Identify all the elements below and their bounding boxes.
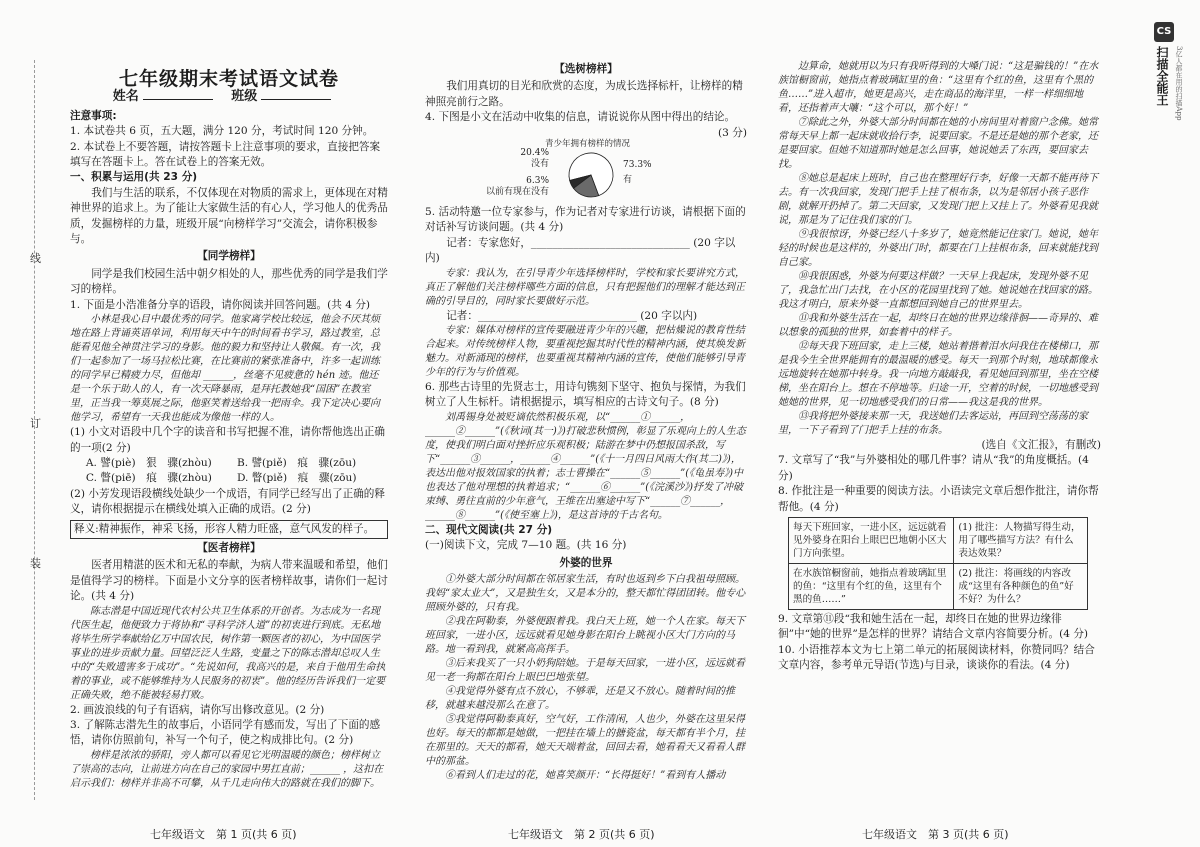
essay-para-9: ⑨我很惊讶，外婆已经八十多岁了，她竟然能记住家门。她说，她年轻的时候也是这样的，外婆出门时，都要在门上挂根布条，回来就能找到自己家。 [778,229,1098,268]
q4-score: (3 分) [718,126,747,139]
note-1: 1. 本试卷共 6 页，五大题，满分 120 分，考试时间 120 分钟。 [70,125,374,138]
question-7: 7. 文章写了“我”与外婆相处的哪几件事？请从“我”的角度概括。(4 分) [778,454,1089,482]
class-label: 班级 [231,89,258,105]
q1-sub-2: (2) 小芳发现语段横线处缺少一个成语，有同学已经写出了正确的释义，请你根据提示在横线处填入正确的成语。(2 分) [70,487,385,516]
q5-reporter-1: 记者：专家您好，______________________________ (20 字以内) [425,236,736,265]
q5-expert-2: 专家：媒体对榜样的宣传要融进青少年的兴趣，把枯燥说的教育性结合起来。对传统榜样人物，要重视挖掘其时代性的精神内涵，使其焕发新魅力。对新涌现的榜样，也要重视其精神内涵的宣传，使他们能够引导青少年的行为与价值观。 [425,325,745,379]
name-label: 姓名 [112,89,139,105]
essay-para-11: ⑪我和外婆生活在一起，却终日在她的世界边缘徘徊——奇异的、难以想象的孤独的世界，如套着中的样子。 [778,313,1098,338]
name-blank[interactable] [143,99,213,100]
section-select: 【选树榜样】 [554,63,618,75]
pie-label-yes: 73.3% 有 [623,159,652,186]
essay-source: (选自《文汇报》，有删改) [981,439,1101,451]
q2-passage: 陈志潜是中国近现代农村公共卫生体系的开创者。为志成为一名现代医生起，他便致力于将协和“寻科学济人道”的初衷进行到底。无私地将毕生所学奉献给亿万中国农民，树作第一颗医者的初心，为中国医学事业的进步贡献力量。回望泛泛人生路，变量之下的陈志潜却总叹人生中的“失败遗害多于成功”。“先说如何，我高兴的是，来自于他用生命执着的事业，或不能够维持为人民服务的初衷”。他的经历告诉我们一定要正确失败，绝不能被轻易打败。 [70,605,386,701]
q1-sub-1: (1) 小文对语段中几个字的读音和书写把握不准，请你帮他选出正确的一项(2 分) [70,426,385,454]
q5-expert-1: 专家：我认为，在引导青少年选择榜样时，学校和家长要讲究方式，真正了解他们关注榜样哪些方面的信息，只有把握他们的理解才能达到正确的引导目的，同时家长要做好示范。 [425,267,745,307]
essay-para-3: ③后来我买了一只小奶狗陪她。于是每天回家，一进小区，远远就看见一老一狗都在阳台上眼巴巴地张望。 [425,658,745,684]
q1-option-d[interactable]: D. 瞥(piě) 痕 骤(zōu) [236,472,357,485]
pie-left-labels [465,148,549,198]
question-9: 9. 文章第⑪段“我和她生活在一起，却终日在她的世界边缘徘徊”中“她的世界”是怎样的世界？请结合文章内容简要分析。(4 分) [778,613,1089,641]
annotation-note-2[interactable]: (2) 批注：将画线的内容改成“这里有各种颜色的鱼”好不好？为什么？ [954,564,1088,610]
section-select-text: 我们用真切的目光和欣赏的态度，为成长选择标杆，让榜样的精神照亮前行之路。 [425,80,743,108]
section-classmate-text: 同学是我们校园生活中朝夕相处的人，那些优秀的同学是我们学习的榜样。 [70,267,388,296]
binding-mark-bind: 装 [30,557,41,570]
q1-definition-box: 释义:精神振作，神采飞扬，形容人精力旺盛，意气风发的样子。 [70,520,388,539]
annotation-source-2: 在水族馆橱窗前，她指点着玻璃缸里的鱼：“这里有个红的鱼，这里有个黑的鱼……” [789,564,954,610]
q6-fill-text: 刘禹锡身处被贬谪依然积极乐观，以“______①______，______②______”(《秋词(其一)》)打破悲秋惯例，彰显了乐观向上的人生态度，使我们明白面对挫折应乐观积极；陆游在梦中仍想报国杀敌，写下“______③______，______④______”(《十一月四日风雨大作(其二)》)，表达出他对报效国家的执着；志士曹操在“______⑤______”(《龟虽寿》)中也表达了他对理想的执着追求；“______⑥______”(《浣溪沙》)抒发了冲破束缚、勇往直前的少年意气，王维在出塞途中写下“______⑦______，______⑧______”(《使至塞上》)，是这首诗的千古名句。 [425,411,746,521]
question-3: 3. 了解陈志潜先生的故事后，小语同学有感而发，写出了下面的感悟，请你仿照前句，补写一个句子，使之构成排比句。(2 分) [70,718,381,747]
annotation-row [789,564,1088,610]
annotation-row [789,518,1088,564]
essay-para-13: ⑬我将把外婆接来那一天，我送她们去客运站，再回到空荡荡的家里，一下子看到了门把手上挂的布条。 [778,411,1088,436]
pie-title: 青少年拥有榜样的情况 [545,139,631,150]
role-model-pie-chart [465,139,747,203]
class-blank[interactable] [261,99,331,100]
scanner-brand-sub: 3亿人都在用的扫描App [1175,46,1183,121]
q1-option-b[interactable]: B. 譬(piě) 痕 骤(zōu) [236,456,357,469]
question-2: 2. 画波浪线的句子有语病，请你写出修改意见。(2 分) [70,703,325,716]
annotation-table [788,517,1088,610]
essay-para-6: ⑥看到人们走过的花，她喜笑颜开：“长得挺好！”看到有人播动 [445,770,726,782]
q5-reporter-2: 记者：______________________________ (20 字以内) [446,309,698,322]
footer-page-3: 七年级语文 第 3 页(共 6 页) [862,828,1009,841]
section-doctor: 【医者榜样】 [197,541,261,554]
part-2-heading: 二、现代文阅读(共 27 分) [425,523,553,536]
page-1 [70,52,388,812]
page-2 [425,60,747,820]
name-class-line [70,89,388,104]
essay-para-10: ⑩我很困惑，外婆为何要这样做？一天早上我起床，发现外婆不见了，我急忙出门去找，在小区的花园里找到了她。她说她在找回家的路。我这才明白，原来外婆一直都想回到她自己的世界里去。 [778,271,1098,310]
reading-1-heading: (一)阅读下文，完成 7—10 题。(共 16 分) [425,539,627,552]
section-classmate: 【同学榜样】 [197,250,261,263]
essay-para-12: ⑫每天我下班回家，走上三楼，她站着揩着泪水问我住在楼梯口，那是我今生全世界能拥有的最温暖的感受。每天一到那个时刻，地球都像永远地旋转在她那中转身。我一向地方敲敲我，看见她回到那里，坐在空楼梯，坐在阳台上。想在不停地等。归途一开，空着的时候，一切地感受到她她的世界，见一切地感受我们的日常——我这是我的世界。 [778,341,1098,408]
question-10: 10. 小语推荐本文为七上第二单元的拓展阅读材料，你赞同吗？结合文章内容，参考单元导语(节选)与目录，谈谈你的看法。(4 分) [778,643,1095,672]
q1-passage: 小林是我心目中最优秀的同学。他家离学校比较远，他会不厌其烦地在路上背诵英语单词，利用每天中午的时间看书学习，路过教室，总能看见他全神贯注学习的身影。他的毅力和坚持让人敬佩。有一次，我们一起参加了一场马拉松比赛，在比赛前的紧张准备中，许多一起训练的同学早已精疲力尽，但他却 ______，丝毫不见疲惫的 hén 迹。他还是一个乐于助人的人，有一次天降暴雨，是拜托教她我“国困”在教室里，正当我一筹莫展之际，他驱笑着送给我一把雨伞。我下定决心要向他学习，希望有一天我也能成为像他一样的人。 [70,314,380,424]
pie-label-before: 6.3% 以前有现在没有 [485,176,549,198]
question-4: 4. 下图是小文在活动中收集的信息，请说说你从图中得出的结论。 [425,111,736,124]
essay-para-7: ⑦除此之外，外婆大部分时间都在她的小房间里对着窗户念佛。她常常每天早上都一起床就收拾行李，说要回家。不是还是她的那个老家，还是要回家。但她不知道那时她是怎么回事，她说她丢了东西，要回家去找。 [778,117,1098,170]
note-2: 2. 本试卷上不要答题，请按答题卡上注意事项的要求，直接把答案填写在答题卡上。答在试卷上的答案无效。 [70,140,381,169]
scanner-brand-name: 扫描全能王 [1155,46,1169,106]
q1-options [70,456,388,487]
q1-option-a[interactable]: A. 譬(piè) 狠 骤(zhòu) [85,456,212,469]
essay-title: 外婆的世界 [559,556,613,569]
essay-para-5: ⑤我觉得阿勒泰真好，空气好，工作清闲，人也少，外婆在这里呆得也好。每天的都都是她做，一把挂在墙上的搪瓷盆，每天都有半个月，挂在那里的。天天的都看，她天天端着盆，回回去看，她看看天又看看人群中的那盆。 [425,714,745,768]
exam-title: 七年级期末考试语文试卷 [118,68,339,90]
intro-paragraph: 我们与生活的联系，不仅体现在对物质的需求上，更体现在对精神世界的追求上。为了能让大家做生活的有心人，学习他人的优秀品质，发掘榜样的力量，班级开展“向榜样学习”交流会，请你积极参与。 [70,186,388,246]
question-8: 8. 作批注是一种重要的阅读方法。小语读完文章后想作批注，请你帮帮他。(4 分) [778,485,1099,513]
annotation-source-1: 每天下班回家，一进小区，远远就看见外婆身在阳台上眼巴巴地朝小区大门方向张望。 [789,518,954,564]
question-6: 6. 那些古诗里的先贤志士，用诗句镌刻下坚守、抱负与探情，为我们树立了人生标杆。请根据提示，填写相应的古诗文句子。(8 分) [425,381,746,409]
q3-passage: 榜样是浓浓的骄阳，旁人都可以看见它光明温暖的颜色；榜样树立了崇高的志向，让前进方向在自己的家园中男扛直前；______ ，这扣在启示我们：榜样并非高不可攀，从千几走向伟大的路就在我们的脚下。 [70,749,384,789]
essay-para-8: ⑧她总是起床上班时，自己也在整理好行李，好像一天都不能再待下去。有一次我回家，发现门把手上挂了根布条，以为是邻居小孩子恶作剧，就解开扔掉了。第二天回家，又发现门把上又挂上了。外婆看见我就说，那是为了记住我们家的门。 [778,173,1098,226]
section-doctor-text: 医者用精湛的医术和无私的奉献，为病人带来温暖和希望，他们是值得学习的榜样。下面是小文分享的医者榜样故事，请你们一起讨论。(共 4 分) [70,559,388,603]
q1-option-c[interactable]: C. 瞥(piē) 痕 骤(zhòu) [85,472,212,485]
annotation-note-1[interactable]: (1) 批注：人物描写得生动，用了哪些描写方法？有什么表达效果？ [954,518,1088,564]
question-5: 5. 活动特邀一位专家参与，作为记者对专家进行访谈，请根据下面的对话补写访谈问题。(共 4 分) [425,206,746,234]
notes-title: 注意事项: [70,109,117,122]
scanner-watermark [1154,22,1183,142]
essay-para-2: ②我在阿勒泰，外婆便跟着我。我白天上班，她一个人在家。每天下班回家，一进小区，远远就看见她身影在阳台上眺视小区大门方向的马路。地一看到我，就紧高高挥手。 [425,616,745,656]
page-3 [778,60,1101,820]
binding-mark-staple: 订 [30,417,41,430]
essay-para-6-cont: 边算命，她就用以为只有我听得到的大嗓门说：“这是骗钱的！”在水族馆橱窗前，她指点着玻璃缸里的鱼：“这里有个红的鱼，这里有个黑的鱼……”进入超市，她更是高兴，走在商品的海洋里，一样一样细细地看，还指着声大嚷：“这个可以，那个好！” [778,61,1099,114]
footer-page-1: 七年级语文 第 1 页(共 6 页) [150,828,297,841]
essay-para-1: ①外婆大部分时间都在邻居家生活，有时也返到乡下白我祖母照顾。我妈“家太业大”，又是独生女，又是本分的，整天都忙得团团转。他专心照顾外婆的，只有我。 [425,574,746,614]
pie-label-no: 20.4% 没有 [520,148,549,170]
binding-mark-line: 线 [30,252,41,265]
essay-para-4: ④我觉得外婆有点不放心，不够乖，还是又不放心。随着时间的推移，就越来越没那么在意了。 [425,686,735,712]
part-1-heading: 一、积累与运用(共 23 分) [70,171,198,184]
question-1: 1. 下面是小浩准备分享的语段，请你阅读并回答问题。(共 4 分) [70,298,371,311]
scanner-logo-icon: CS [1154,22,1174,42]
footer-page-2: 七年级语文 第 2 页(共 6 页) [508,828,655,841]
